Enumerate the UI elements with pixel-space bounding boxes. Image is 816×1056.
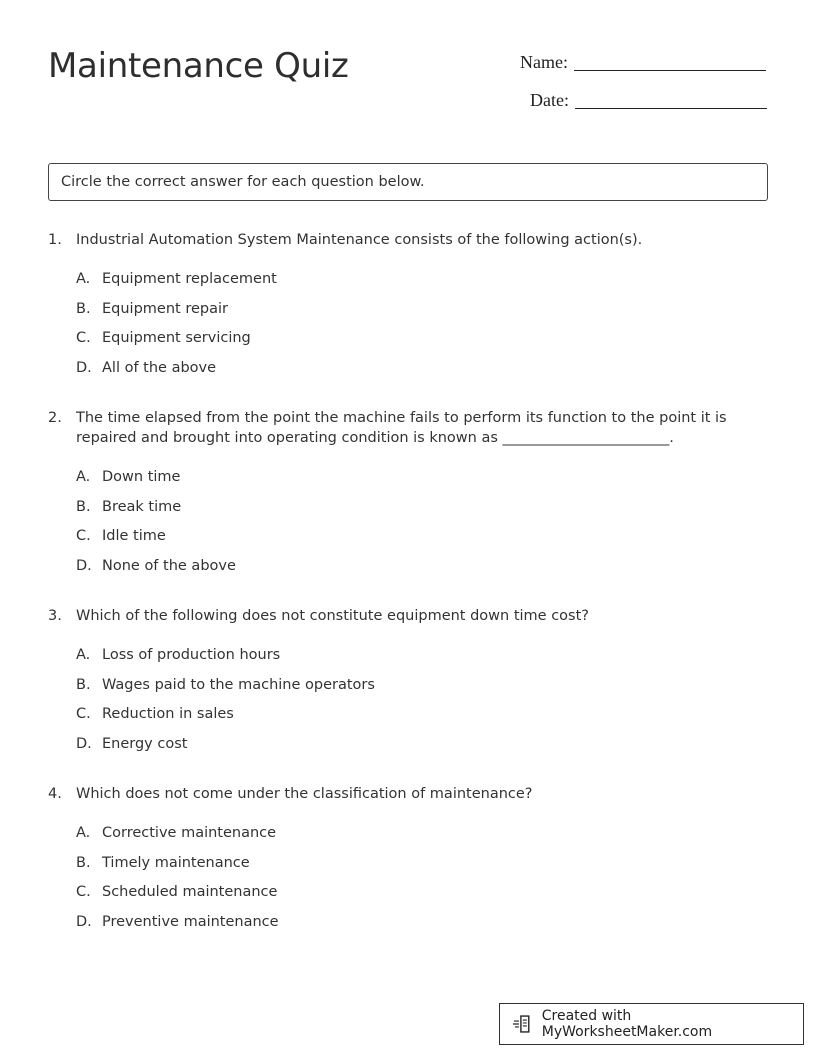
option-letter: A. [76,647,91,663]
options-2 [76,469,236,587]
name-field [520,52,766,73]
option[interactable] [76,528,236,558]
worksheet-logo-icon [512,1013,534,1035]
option-letter: C. [76,706,91,722]
option-text: Break time [102,498,182,515]
question-number: 3. [48,608,62,624]
option[interactable] [76,301,277,331]
option-letter: C. [76,884,91,900]
options-1 [76,271,277,389]
option[interactable] [76,360,277,390]
option-text: Idle time [102,528,166,544]
option[interactable] [76,825,279,855]
option-text: Loss of production hours [102,647,281,663]
option[interactable] [76,271,277,301]
option-text: All of the above [102,359,217,376]
option-letter: B. [76,498,91,515]
option-text: Wages paid to the machine operators [102,676,375,693]
question-text: The time elapsed from the point the machine fails to perform its function to the point it is repaired and brought into operating condition is known as _______________________. [76,410,727,446]
instructions-text: Circle the correct answer for each question below. [61,174,425,190]
option-text: Reduction in sales [102,706,234,722]
option-letter: D. [76,557,92,574]
instructions-box [48,163,768,201]
question-number: 1. [48,232,62,248]
option-letter: C. [76,330,91,346]
option-letter: C. [76,528,91,544]
option[interactable] [76,330,277,360]
option[interactable] [76,558,236,588]
option-letter: D. [76,735,92,752]
question-3 [48,607,768,627]
option[interactable] [76,647,375,677]
question-1 [48,231,768,251]
option[interactable] [76,706,375,736]
options-4 [76,825,279,943]
option[interactable] [76,914,279,944]
question-number: 2. [48,410,62,426]
name-line [574,69,766,71]
option[interactable] [76,855,279,885]
option[interactable] [76,884,279,914]
page-title: Maintenance Quiz [48,46,349,86]
option-letter: B. [76,676,91,693]
option-letter: A. [76,469,91,485]
question-4 [48,785,768,805]
option[interactable] [76,677,375,707]
option-text: Preventive maintenance [102,913,279,930]
question-2 [48,409,768,448]
option-letter: A. [76,825,91,841]
option-text: Equipment replacement [102,271,277,287]
option-text: Energy cost [102,735,188,752]
option-text: Equipment repair [102,300,228,317]
option-text: Scheduled maintenance [102,884,278,900]
question-text: Which does not come under the classification of maintenance? [76,786,533,802]
option-text: Timely maintenance [102,854,250,871]
question-text: Which of the following does not constitute equipment down time cost? [76,608,589,624]
date-line [575,107,767,109]
option-letter: D. [76,913,92,930]
date-field [530,90,767,111]
option[interactable] [76,736,375,766]
option-letter: D. [76,359,92,376]
footer-text: Created with MyWorksheetMaker.com [541,1008,713,1040]
option-text: Down time [102,469,181,485]
option[interactable] [76,499,236,529]
date-label: Date: [530,90,569,110]
question-text: Industrial Automation System Maintenance consists of the following action(s). [76,232,643,248]
footer-badge[interactable] [499,1003,804,1045]
option-letter: B. [76,300,91,317]
option-text: Corrective maintenance [102,825,277,841]
name-label: Name: [520,52,568,72]
option[interactable] [76,469,236,499]
option-text: None of the above [102,557,236,574]
option-letter: B. [76,854,91,871]
option-letter: A. [76,271,91,287]
options-3 [76,647,375,765]
option-text: Equipment servicing [102,330,251,346]
question-number: 4. [48,786,62,802]
